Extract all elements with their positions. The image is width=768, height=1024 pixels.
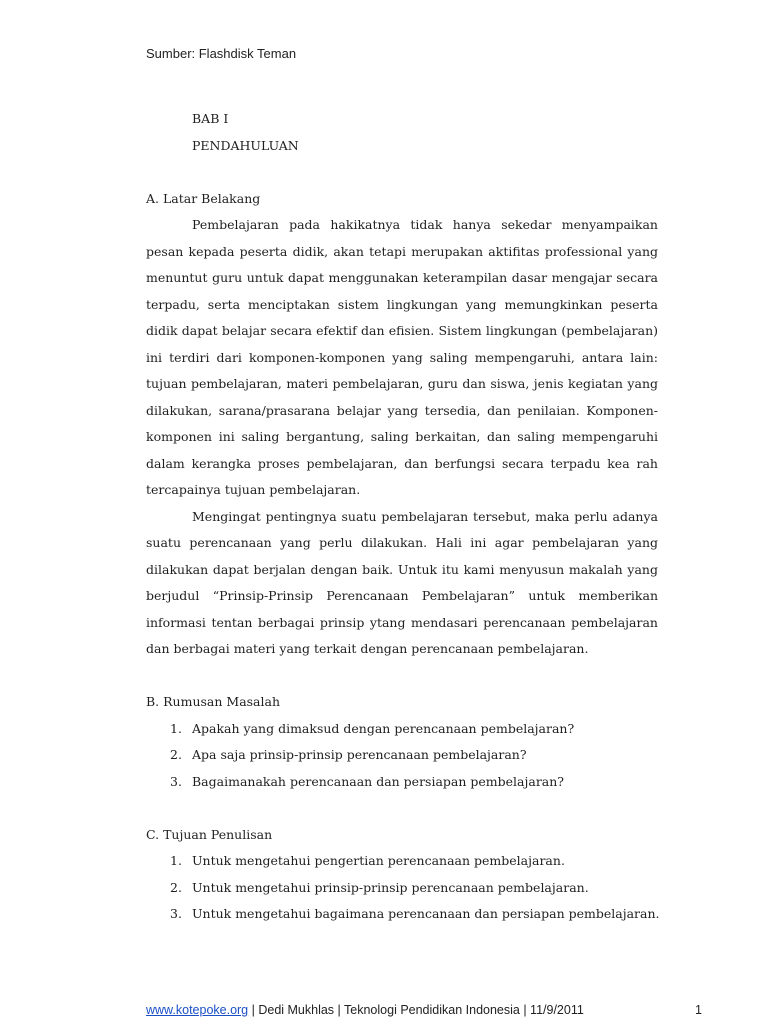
list-item: [146, 742, 658, 769]
list-number: 3.: [170, 906, 182, 921]
list-item: [146, 875, 658, 902]
list-item: [146, 901, 658, 928]
chapter-number: BAB I: [192, 111, 229, 126]
list-item: [146, 848, 658, 875]
spacer: [146, 795, 658, 822]
list-number: 2.: [170, 879, 182, 895]
footer-details: | Dedi Mukhlas | Teknologi Pendidikan Indonesia | 11/9/2011: [248, 1003, 584, 1017]
list-item-text: Untuk mengetahui bagaimana perencanaan dan persiapan pembelajaran.: [192, 906, 660, 921]
list-item-text: Apa saja prinsip-prinsip perencanaan pembelajaran?: [192, 747, 527, 762]
list-number: 1.: [170, 720, 182, 736]
list-item-text: Untuk mengetahui prinsip-prinsip perencanaan pembelajaran.: [192, 879, 589, 895]
list-item-text: Untuk mengetahui pengertian perencanaan pembelajaran.: [192, 853, 565, 868]
list-number: 3.: [170, 773, 182, 789]
page-footer: [146, 1003, 712, 1017]
paragraph: Mengingat pentingnya suatu pembelajaran tersebut, maka perlu adanya suatu perencanaan yang perlu dilakukan. Hali ini agar pembelajaran yang dilakukan dapat berjalan dengan baik. Untuk itu kami menyusun makalah yang berjudul “Prinsip-Prinsip Perencanaan Pembelajaran” untuk memberikan informasi tentan berbagai prinsip ytang mendasari perencanaan pembelajaran dan berbagai materi yang terkait dengan perencanaan pembelajaran.: [146, 508, 658, 656]
page-number: 1: [695, 1003, 702, 1017]
section-heading-rumusan-masalah: B. Rumusan Masalah: [146, 694, 281, 709]
tujuan-penulisan-list: [146, 848, 658, 928]
list-item: [146, 716, 658, 743]
section-heading-latar-belakang: A. Latar Belakang: [146, 190, 261, 206]
list-item: [146, 769, 658, 796]
chapter-heading: [192, 106, 658, 159]
list-item-text: Bagaimanakah perencanaan dan persiapan pembelajaran?: [192, 773, 565, 789]
section-heading-tujuan-penulisan: C. Tujuan Penulisan: [146, 826, 273, 842]
document-body: [146, 106, 658, 928]
spacer: [146, 159, 658, 186]
list-number: 1.: [170, 853, 182, 868]
spacer: [146, 663, 658, 690]
footer-website-link[interactable]: www.kotepoke.org: [146, 1003, 249, 1017]
rumusan-masalah-list: [146, 716, 658, 796]
list-item-text: Apakah yang dimaksud dengan perencanaan pembelajaran?: [192, 720, 575, 736]
chapter-title: PENDAHULUAN: [192, 137, 299, 153]
source-note: Sumber: Flashdisk Teman: [146, 46, 297, 61]
paragraph: Pembelajaran pada hakikatnya tidak hanya sekedar menyampaikan pesan kepada peserta didik, akan tetapi merupakan aktifitas professional yang menuntut guru untuk dapat menggunakan keterampilan dasar mengajar secara terpadu, serta menciptakan sistem lingkungan yang memungkinkan peserta didik dapat belajar secara efektif dan efisien. Sistem lingkungan (pembelajaran) ini terdiri dari komponen-komponen yang saling mempengaruhi, antara lain: tujuan pembelajaran, materi pembelajaran, guru dan siswa, jenis kegiatan yang dilakukan, sarana/prasarana belajar yang tersedia, dan penilaian. Komponen-komponen ini saling bergantung, saling berkaitan, dan saling mempengaruhi dalam kerangka proses pembelajaran, dan berfungsi secara terpadu kea rah tercapainya tujuan pembelajaran.: [146, 217, 658, 497]
list-number: 2.: [170, 747, 182, 762]
